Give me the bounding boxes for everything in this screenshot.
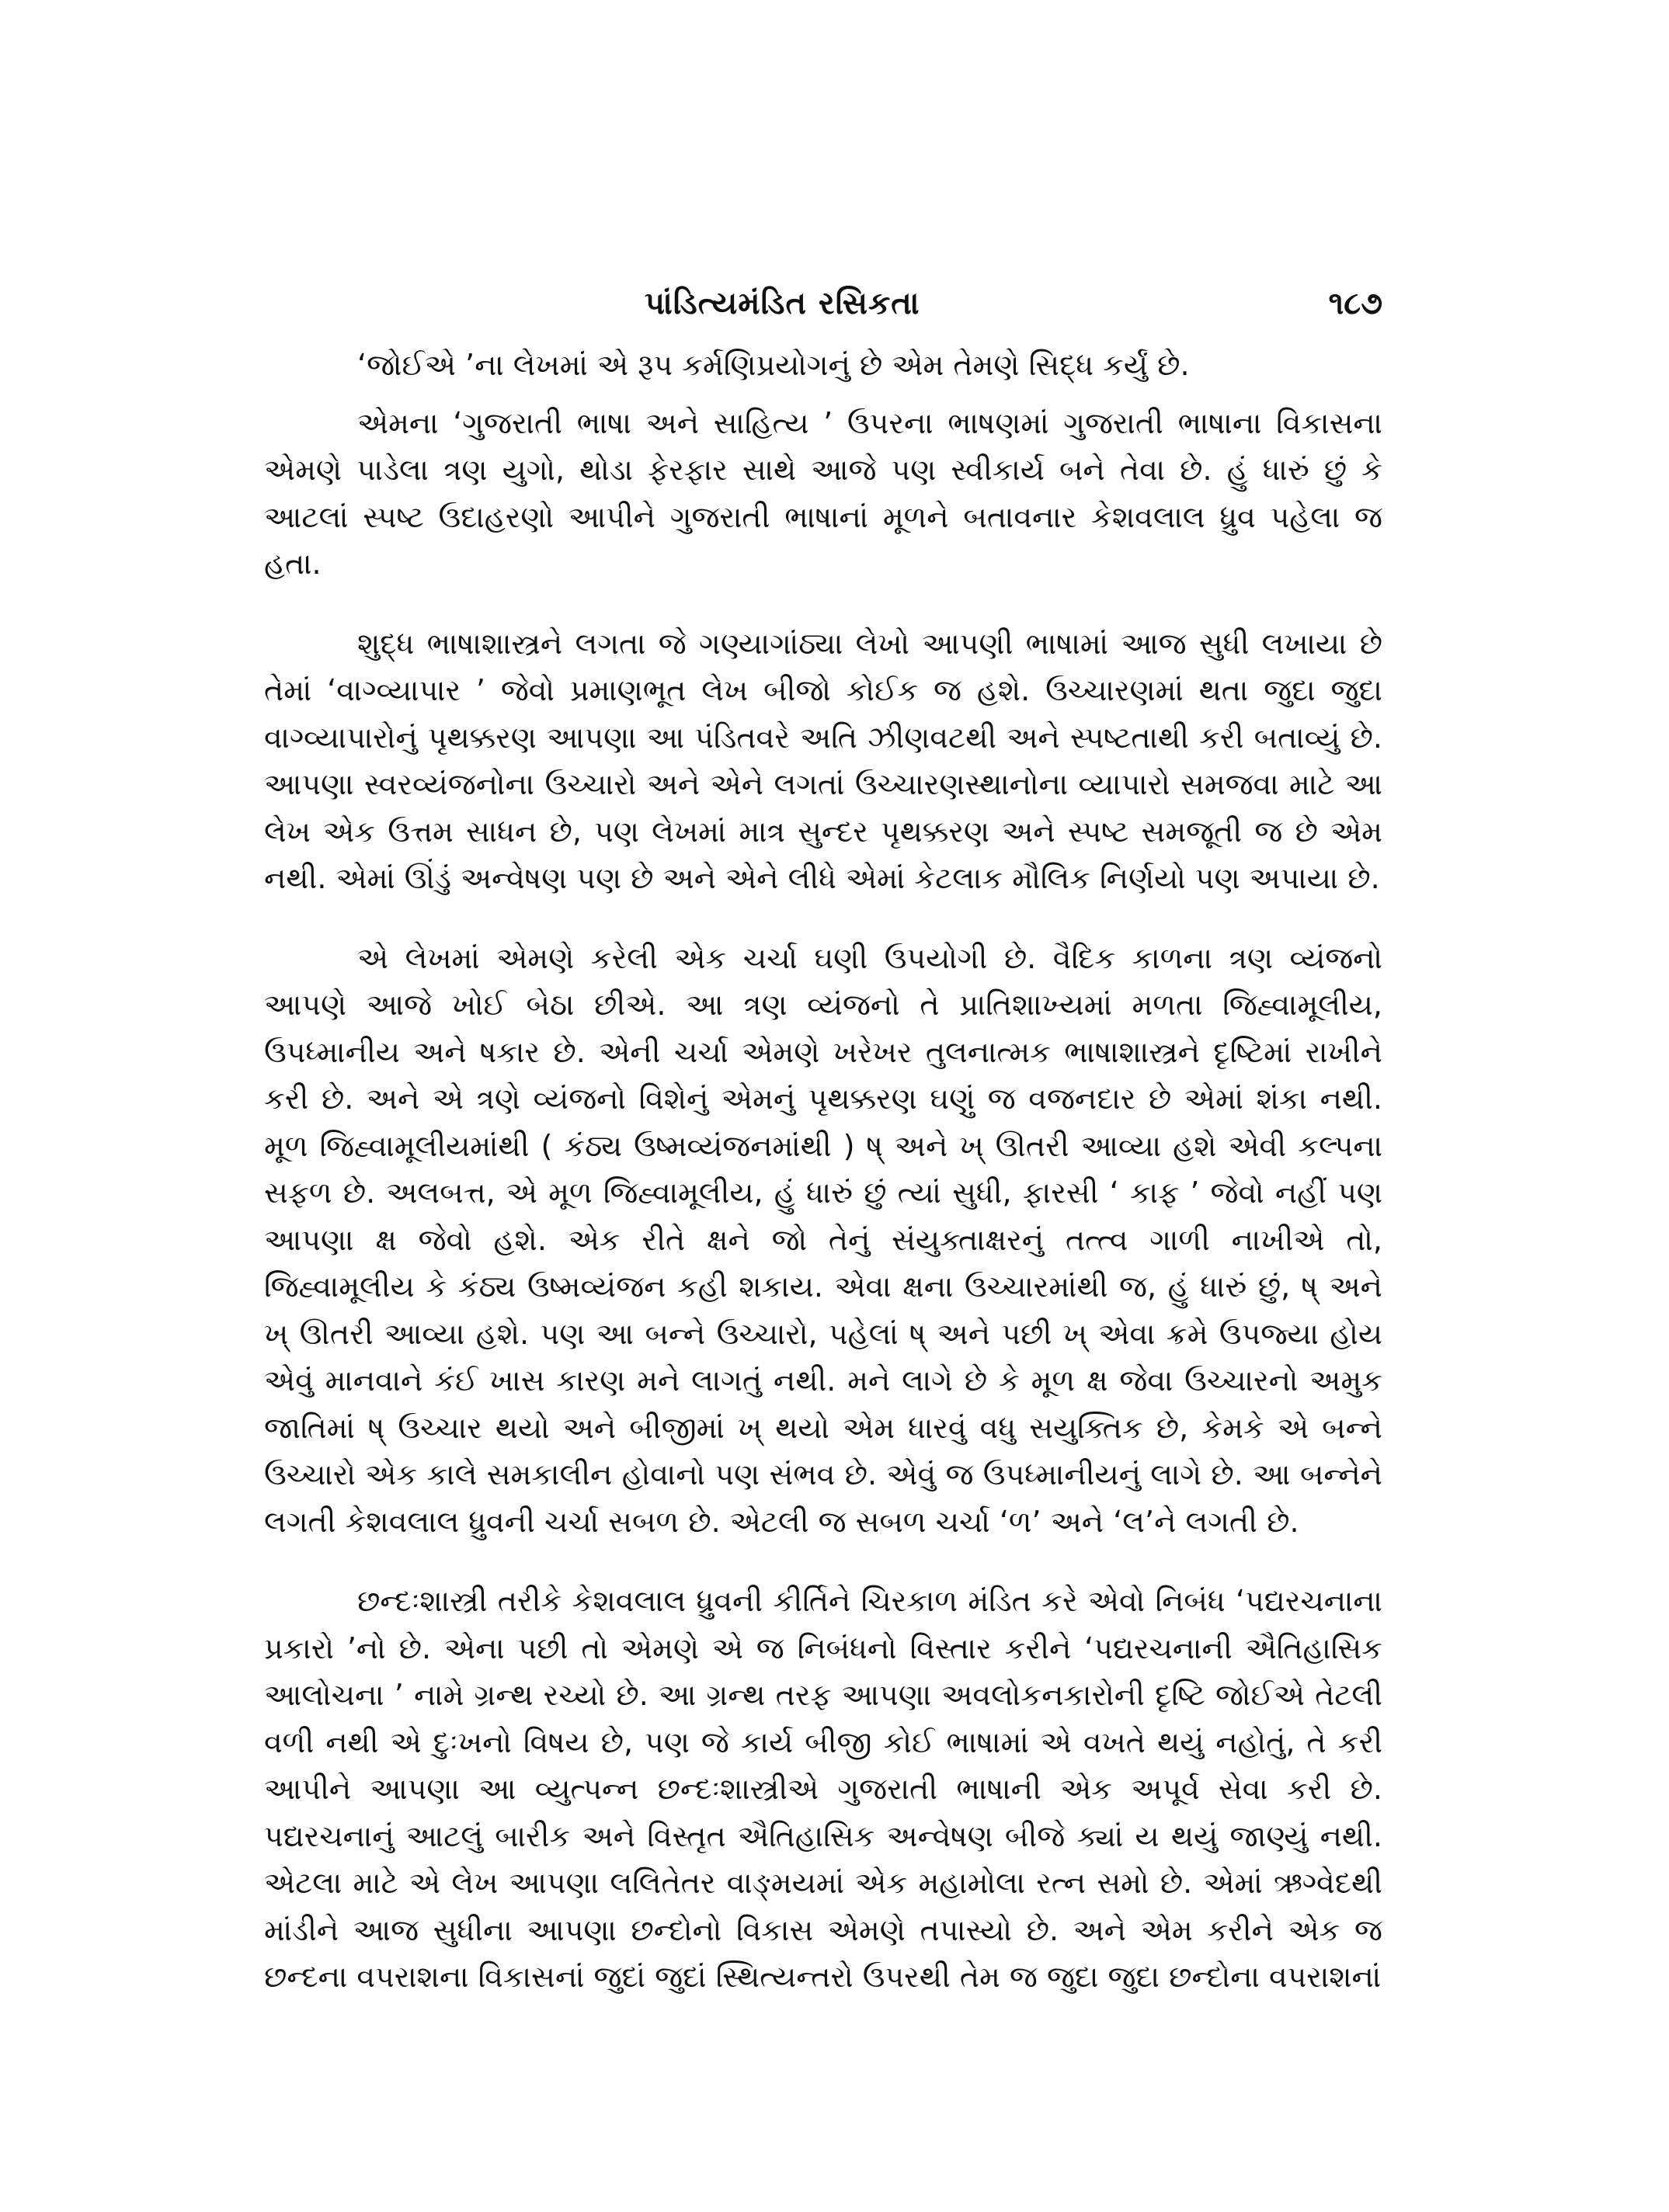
paragraph-3: શુદ્ધ ભાષાશાસ્ત્રને લગતા જે ગણ્યાગાંઠ્યા લેખો આપણી ભાષામાં આજ સુધી લખાયા છે તેમાં ‘વાગ્વ્યાપાર ’ જેવો પ્રમાણભૂત લેખ બીજો કોઈક જ હશે. ઉચ્ચારણમાં થતા જુદા જુદા વાગ્વ્યાપારોનું પૃથક્કરણ આપણા આ પંડિતવરે અતિ ઝીણવટથી અને સ્પષ્ટતાથી કરી બતાવ્યું છે. આપણા સ્વરવ્યંજનોના ઉચ્ચારો અને એને લગતાં ઉચ્ચારણસ્થાનોના વ્યાપારો સમજવા માટે આ લેખ એક ઉત્તમ સાધન છે, પણ લેખમાં માત્ર સુન્દર પૃથક્કરણ અને સ્પષ્ટ સમજૂતી જ છે એમ નથી. એમાં ઊંડું અન્વેષણ પણ છે અને એને લીધે એમાં કેટલાક મૌલિક નિર્ણયો પણ અપાયા છે. — [264, 626, 1382, 895]
paragraph-4: એ લેખમાં એમણે કરેલી એક ચર્ચા ઘણી ઉપયોગી છે. વૈદિક કાળના ત્રણ વ્યંજનો આપણે આજે ખોઈ બેઠા છીએ. આ ત્રણ વ્યંજનો તે પ્રાતિશાખ્યમાં મળતા જિહ્વામૂલીય, ઉપધ્માનીય અને ષકાર છે. એની ચર્ચા એમણે ખરેખર તુલનાત્મક ભાષાશાસ્ત્રને દૃષ્ટિમાં રાખીને કરી છે. અને એ ત્રણે વ્યંજનો વિશેનું એમનું પૃથક્કરણ ઘણું જ વજનદાર છે એમાં શંકા નથી. મૂળ જિહ્વામૂલીયમાંથી ( કંઠ્ય ઉષ્મવ્યંજનમાંથી ) ષ્ અને ખ્ ઊતરી આવ્યા હશે એવી કલ્પના સફળ છે. અલબત્ત, એ મૂળ જિહ્વામૂલીય, હું ધારું છું ત્યાં સુધી, ફારસી ‘ કાફ ’ જેવો નહીં પણ આપણા ક્ષ જેવો હશે. એક રીતે ક્ષને જો તેનું સંયુક્તાક્ષરનું તત્ત્વ ગાળી નાખીએ તો, જિહ્વામૂલીય કે કંઠ્ય ઉષ્મવ્યંજન કહી શકાય. એવા ક્ષના ઉચ્ચારમાંથી જ, હું ધારું છું, ષ્ અને ખ્ ઊતરી આવ્યા હશે. પણ આ બન્ને ઉચ્ચારો, પહેલાં ષ્ અને પછી ખ્ એવા ક્રમે ઉપજ્યા હોય એવું માનવાને કંઈ ખાસ કારણ મને લાગતું નથી. મને લાગે છે કે મૂળ ક્ષ જેવા ઉચ્ચારનો અમુક જાતિમાં ષ્ ઉચ્ચાર થયો અને બીજીમાં ખ્ થયો એમ ધારવું વધુ સયુક્તિક છે, કેમકે એ બન્ને ઉચ્ચારો એક કાલે સમકાલીન હોવાનો પણ સંભવ છે. એવું જ ઉપધ્માનીયનું લાગે છે. આ બન્નેને લગતી કેશવલાલ ધ્રુવની ચર્ચા સબળ છે. એટલી જ સબળ ચર્ચા ‘ળ’ અને ‘લ’ને લગતી છે. — [264, 940, 1382, 1539]
body-text — [264, 342, 1382, 2001]
running-title: પાંડિત્યમંડિત રસિકતા — [645, 286, 920, 321]
paragraph-5: છન્દઃશાસ્ત્રી તરીકે કેશવલાલ ધ્રુવની કીર્તિને ચિરકાળ મંડિત કરે એવો નિબંધ ‘પદ્યરચનાના પ્રકારો ’નો છે. એના પછી તો એમણે એ જ નિબંધનો વિસ્તાર કરીને ‘પદ્યરચનાની ઐતિહાસિક આલોચના ’ નામે ગ્રન્થ રચ્યો છે. આ ગ્રન્થ તરફ આપણા અવલોકનકારોની દૃષ્ટિ જોઈએ તેટલી વળી નથી એ દુઃખનો વિષય છે, પણ જે કાર્ય બીજી કોઈ ભાષામાં એ વખતે થયું નહોતું, તે કરી આપીને આપણા આ વ્યુત્પન્ન છન્દઃશાસ્ત્રીએ ગુજરાતી ભાષાની એક અપૂર્વ સેવા કરી છે. પદ્યરચનાનું આટલું બારીક અને વિસ્તૃત ઐતિહાસિક અન્વેષણ બીજે ક્યાં ય થયું જાણ્યું નથી. એટલા માટે એ લેખ આપણા લલિતેતર વાઙ્મયમાં એક મહામોલા રત્ન સમો છે. એમાં ઋગ્વેદથી માંડીને આજ સુધીના આપણા છન્દોનો વિકાસ એમણે તપાસ્યો છે. અને એમ કરીને એક જ છન્દના વપરાશના વિકાસનાં જુદાં જુદાં સ્થિત્યન્તરો ઉપરથી તેમ જ જુદા જુદા છન્દોના વપરાશનાં — [264, 1584, 1382, 1994]
paragraph-2: એમના ‘ગુજરાતી ભાષા અને સાહિત્ય ’ ઉપરના ભાષણમાં ગુજરાતી ભાષાના વિકાસના એમણે પાડેલા ત્રણ યુગો, થોડા ફેરફાર સાથે આજે પણ સ્વીકાર્ય બને તેવા છે. હું ધારું છું કે આટલાં સ્પષ્ટ ઉદાહરણો આપીને ગુજરાતી ભાષાનાં મૂળને બતાવનાર કેશવલાલ ધ્રુવ પહેલા જ હતા. — [264, 405, 1382, 581]
running-header — [264, 286, 1382, 340]
page-number: ૧૮૭ — [1328, 286, 1382, 321]
paragraph-1: ‘જોઈએ ’ના લેખમાં એ રૂપ કર્મણિપ્રયોગનું છે એમ તેમણે સિદ્ધ કર્યું છે. — [357, 348, 1190, 382]
